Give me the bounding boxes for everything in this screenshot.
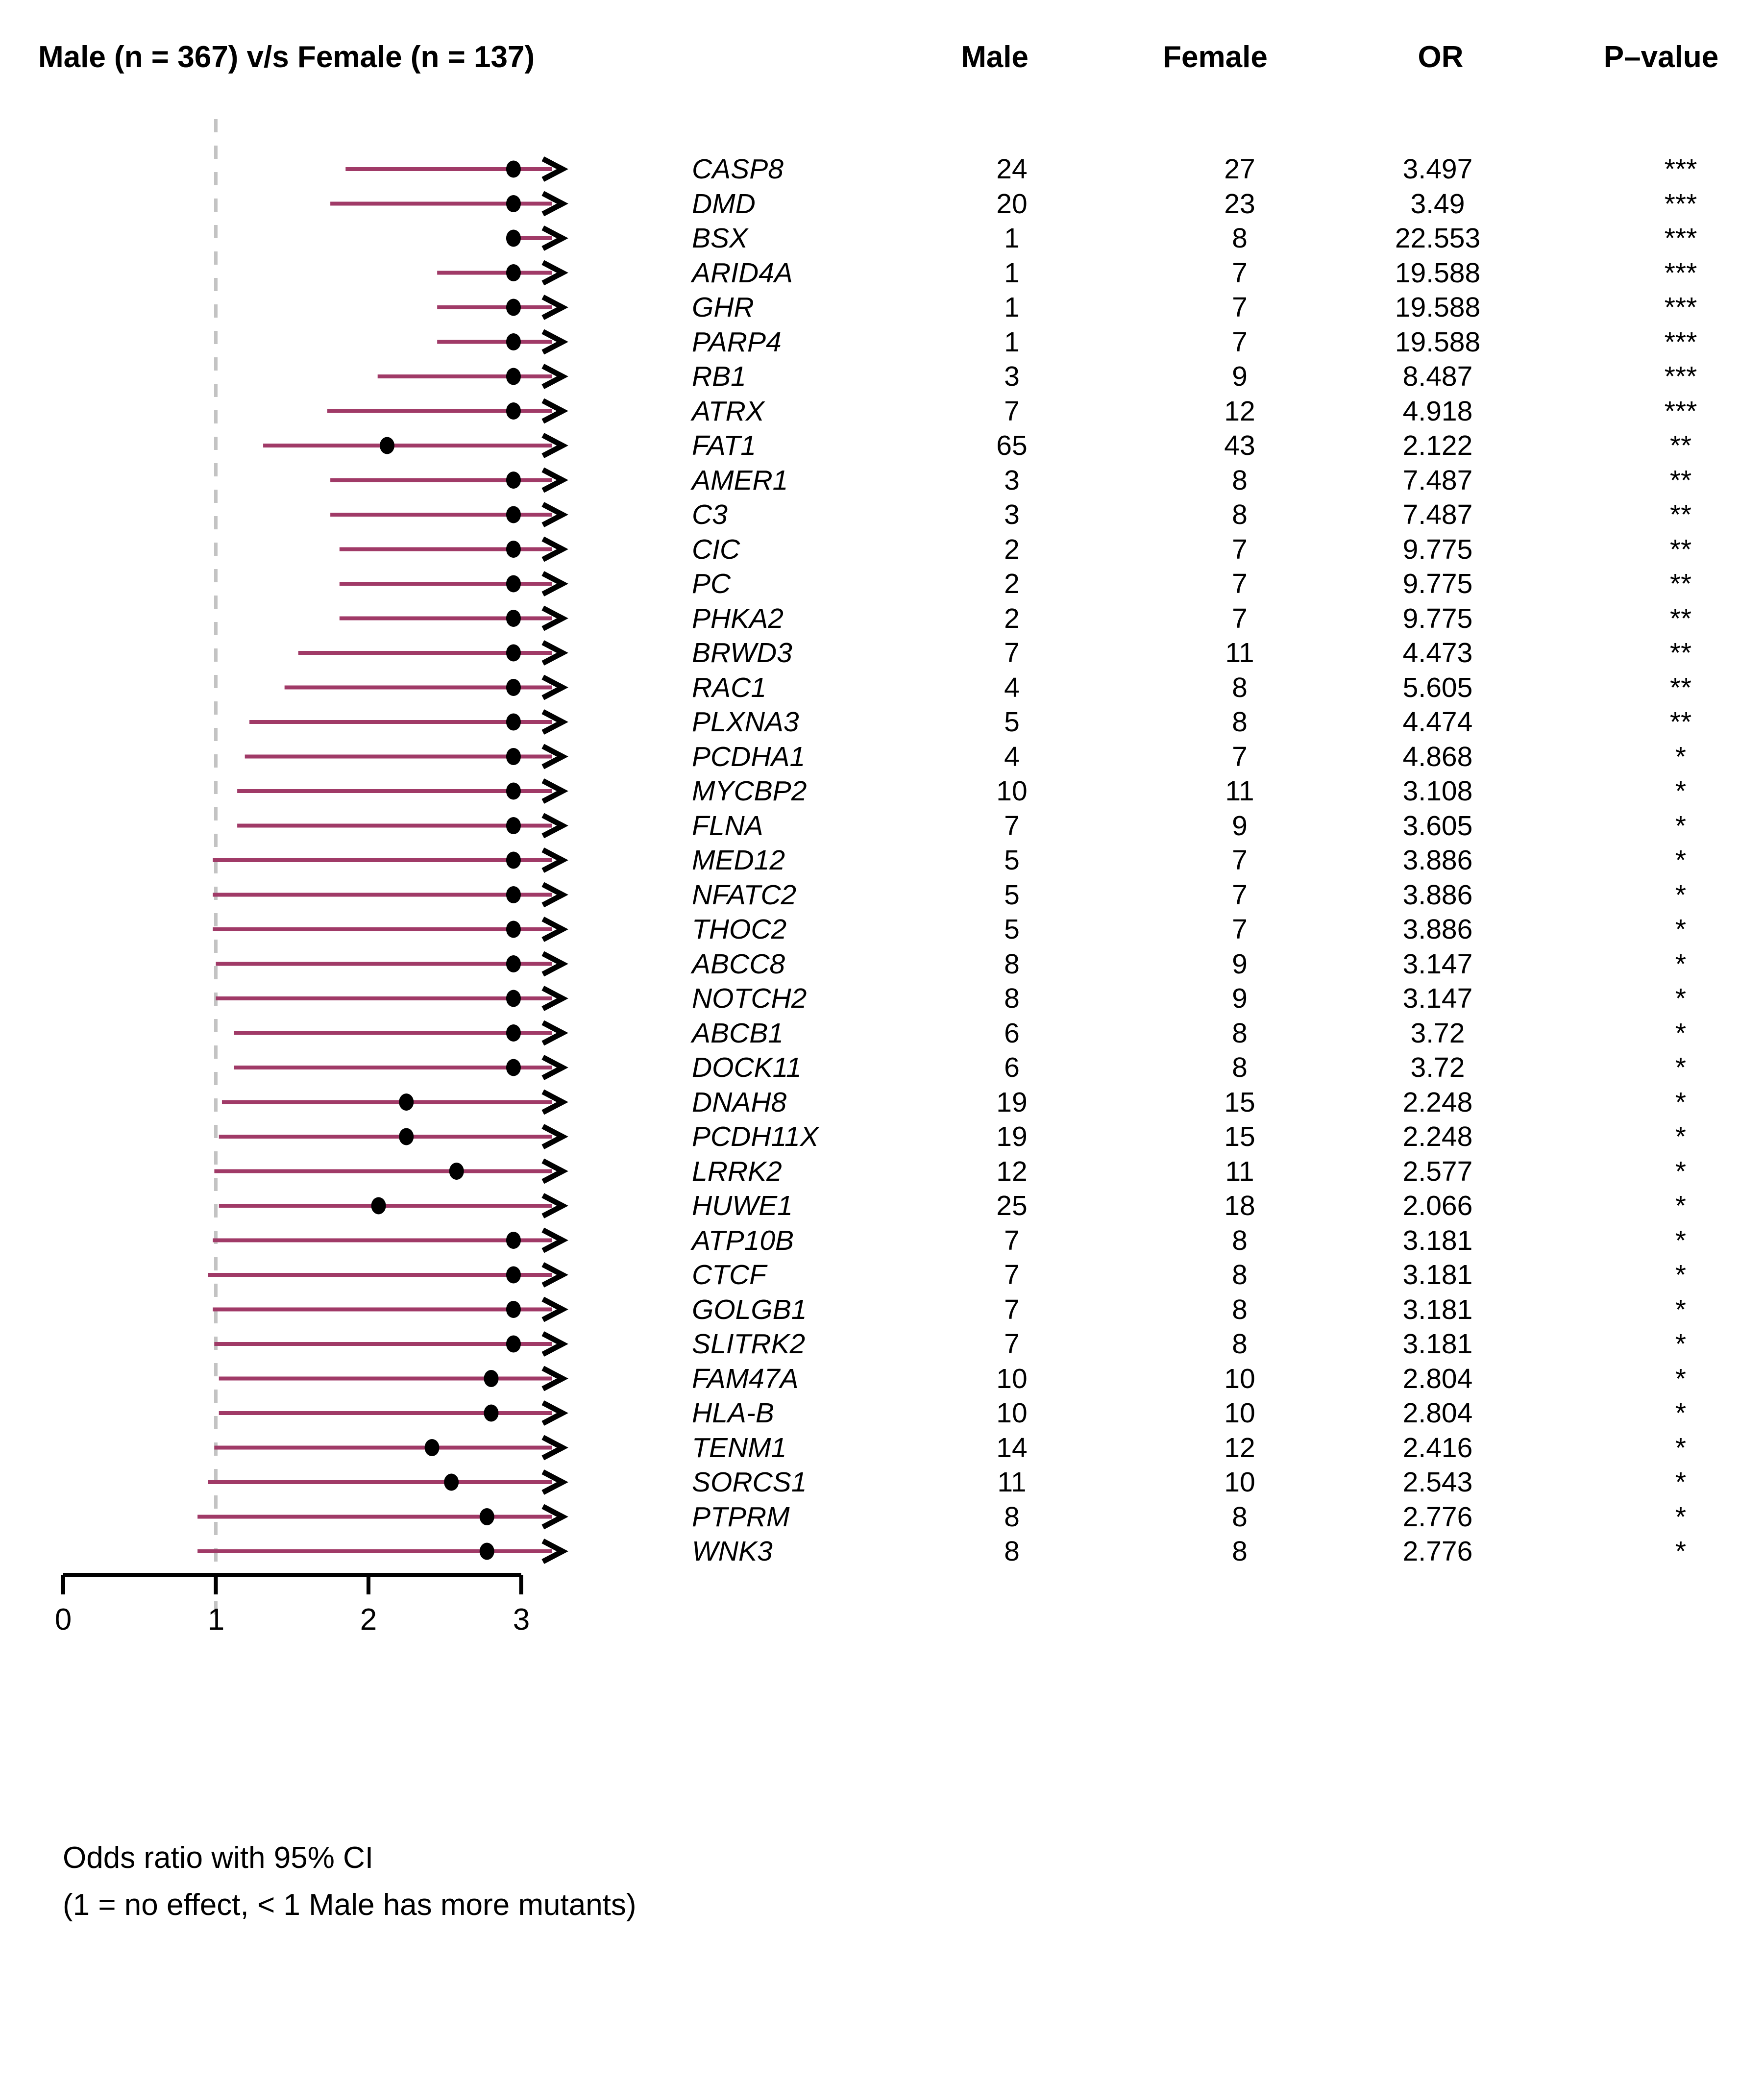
- gene-label: ABCC8: [692, 948, 785, 980]
- p-value-stars: *: [1675, 1328, 1687, 1360]
- female-count: 7: [1232, 602, 1248, 634]
- male-count: 4: [1004, 671, 1020, 703]
- point-estimate-dot: [399, 1128, 414, 1145]
- male-count: 19: [996, 1086, 1028, 1118]
- female-count: 9: [1232, 948, 1248, 980]
- gene-label: ARID4A: [692, 257, 793, 289]
- p-value-stars: *: [1675, 1017, 1687, 1049]
- male-count: 1: [1004, 292, 1020, 323]
- female-count: 8: [1232, 1259, 1248, 1291]
- column-header-or: OR: [1418, 40, 1464, 74]
- female-count: 8: [1232, 1052, 1248, 1083]
- point-estimate-dot: [506, 1301, 521, 1318]
- male-count: 8: [1004, 1501, 1020, 1533]
- male-count: 2: [1004, 602, 1020, 634]
- or-value: 2.776: [1402, 1501, 1473, 1533]
- p-value-stars: *: [1675, 1293, 1687, 1325]
- gene-label: PHKA2: [692, 602, 784, 634]
- male-count: 5: [1004, 706, 1020, 738]
- or-value: 4.918: [1402, 395, 1473, 427]
- gene-label: BSX: [692, 223, 748, 254]
- male-count: 10: [996, 1363, 1028, 1394]
- female-count: 10: [1224, 1363, 1255, 1394]
- female-count: 7: [1232, 879, 1248, 911]
- point-estimate-dot: [506, 645, 521, 662]
- p-value-stars: *: [1675, 1121, 1687, 1152]
- gene-label: FAM47A: [692, 1363, 799, 1394]
- or-value: 2.577: [1402, 1155, 1473, 1187]
- point-estimate-dot: [506, 886, 521, 903]
- point-estimate-dot: [506, 817, 521, 834]
- gene-label: ABCB1: [692, 1017, 784, 1049]
- female-count: 9: [1232, 810, 1248, 842]
- female-count: 15: [1224, 1086, 1255, 1118]
- point-estimate-dot: [506, 1024, 521, 1042]
- or-value: 3.886: [1402, 914, 1473, 945]
- or-value: 9.775: [1402, 568, 1473, 599]
- p-value-stars: *: [1675, 845, 1687, 876]
- gene-label: HUWE1: [692, 1190, 793, 1221]
- or-value: 3.605: [1402, 810, 1473, 842]
- p-value-stars: **: [1669, 602, 1692, 634]
- female-count: 27: [1224, 153, 1255, 185]
- male-count: 7: [1004, 1224, 1020, 1256]
- p-value-stars: *: [1675, 983, 1687, 1014]
- or-value: 2.066: [1402, 1190, 1473, 1221]
- gene-label: PTPRM: [692, 1501, 790, 1533]
- point-estimate-dot: [506, 679, 521, 696]
- female-count: 10: [1224, 1466, 1255, 1498]
- gene-label: LRRK2: [692, 1155, 782, 1187]
- gene-label: CTCF: [692, 1259, 766, 1291]
- point-estimate-dot: [506, 921, 521, 938]
- male-count: 20: [996, 188, 1028, 220]
- or-value: 3.181: [1402, 1224, 1473, 1256]
- or-value: 2.248: [1402, 1086, 1473, 1118]
- or-value: 2.776: [1402, 1536, 1473, 1567]
- or-value: 3.886: [1402, 845, 1473, 876]
- female-count: 8: [1232, 223, 1248, 254]
- male-count: 3: [1004, 361, 1020, 392]
- or-value: 2.416: [1402, 1432, 1473, 1464]
- male-count: 24: [996, 153, 1028, 185]
- male-count: 1: [1004, 326, 1020, 358]
- gene-label: MYCBP2: [692, 775, 807, 807]
- p-value-stars: **: [1669, 706, 1692, 738]
- male-count: 6: [1004, 1052, 1020, 1083]
- female-count: 15: [1224, 1121, 1255, 1152]
- point-estimate-dot: [506, 714, 521, 731]
- or-value: 9.775: [1402, 602, 1473, 634]
- gene-label: DOCK11: [692, 1052, 802, 1083]
- p-value-stars: **: [1669, 464, 1692, 496]
- p-value-stars: *: [1675, 810, 1687, 842]
- x-tick-label-1: 1: [207, 1603, 225, 1637]
- point-estimate-dot: [506, 368, 521, 385]
- point-estimate-dot: [506, 1336, 521, 1353]
- p-value-stars: *: [1675, 1155, 1687, 1187]
- gene-label: ATP10B: [692, 1224, 794, 1256]
- or-value: 3.497: [1402, 153, 1473, 185]
- male-count: 1: [1004, 223, 1020, 254]
- p-value-stars: *: [1675, 879, 1687, 911]
- female-count: 18: [1224, 1190, 1255, 1221]
- or-value: 2.122: [1402, 430, 1473, 461]
- gene-label: MED12: [692, 845, 785, 876]
- male-count: 8: [1004, 1536, 1020, 1567]
- p-value-stars: *: [1675, 1536, 1687, 1567]
- p-value-stars: ***: [1664, 361, 1697, 392]
- p-value-stars: *: [1675, 1397, 1687, 1429]
- p-value-stars: ***: [1664, 326, 1697, 358]
- or-value: 4.473: [1402, 637, 1473, 669]
- p-value-stars: *: [1675, 1501, 1687, 1533]
- male-count: 7: [1004, 1259, 1020, 1291]
- or-value: 19.588: [1395, 257, 1481, 289]
- point-estimate-dot: [506, 264, 521, 281]
- or-value: 3.108: [1402, 775, 1473, 807]
- female-count: 8: [1232, 1328, 1248, 1360]
- point-estimate-dot: [506, 195, 521, 212]
- male-count: 7: [1004, 810, 1020, 842]
- gene-label: PCDH11X: [692, 1121, 819, 1152]
- female-count: 7: [1232, 292, 1248, 323]
- gene-label: CASP8: [692, 153, 784, 185]
- gene-label: AMER1: [692, 464, 788, 496]
- point-estimate-dot: [480, 1543, 494, 1560]
- gene-label: PC: [692, 568, 731, 599]
- male-count: 19: [996, 1121, 1028, 1152]
- female-count: 10: [1224, 1397, 1255, 1429]
- female-count: 43: [1224, 430, 1255, 461]
- gene-label: RAC1: [692, 671, 767, 703]
- point-estimate-dot: [506, 610, 521, 627]
- gene-label: SLITRK2: [692, 1328, 806, 1360]
- female-count: 9: [1232, 983, 1248, 1014]
- female-count: 8: [1232, 1536, 1248, 1567]
- or-value: 9.775: [1402, 533, 1473, 565]
- or-value: 3.72: [1410, 1017, 1465, 1049]
- female-count: 12: [1224, 1432, 1255, 1464]
- x-tick-label-0: 0: [54, 1603, 72, 1637]
- or-value: 7.487: [1402, 464, 1473, 496]
- x-axis-caption-line1: Odds ratio with 95% CI: [63, 1841, 374, 1875]
- point-estimate-dot: [449, 1163, 464, 1180]
- p-value-stars: *: [1675, 775, 1687, 807]
- gene-label: PCDHA1: [692, 741, 806, 772]
- male-count: 2: [1004, 568, 1020, 599]
- or-value: 3.181: [1402, 1259, 1473, 1291]
- male-count: 7: [1004, 1293, 1020, 1325]
- point-estimate-dot: [371, 1197, 386, 1215]
- point-estimate-dot: [506, 1059, 521, 1076]
- point-estimate-dot: [484, 1405, 498, 1422]
- male-count: 10: [996, 775, 1028, 807]
- gene-label: GOLGB1: [692, 1293, 807, 1325]
- x-axis-caption-line2: (1 = no effect, < 1 Male has more mutants): [63, 1888, 637, 1922]
- column-header-female: Female: [1163, 40, 1268, 74]
- male-count: 3: [1004, 464, 1020, 496]
- male-count: 2: [1004, 533, 1020, 565]
- point-estimate-dot: [506, 230, 521, 247]
- point-estimate-dot: [506, 748, 521, 765]
- point-estimate-dot: [506, 299, 521, 316]
- male-count: 8: [1004, 983, 1020, 1014]
- p-value-stars: *: [1675, 741, 1687, 772]
- point-estimate-dot: [506, 783, 521, 800]
- or-value: 3.72: [1410, 1052, 1465, 1083]
- female-count: 8: [1232, 499, 1248, 530]
- p-value-stars: ***: [1664, 292, 1697, 323]
- point-estimate-dot: [506, 333, 521, 350]
- p-value-stars: **: [1669, 533, 1692, 565]
- gene-label: GHR: [692, 292, 754, 323]
- female-count: 8: [1232, 706, 1248, 738]
- gene-label: DNAH8: [692, 1086, 787, 1118]
- female-count: 7: [1232, 741, 1248, 772]
- female-count: 8: [1232, 1224, 1248, 1256]
- point-estimate-dot: [506, 955, 521, 972]
- female-count: 8: [1232, 1501, 1248, 1533]
- female-count: 11: [1225, 775, 1254, 807]
- gene-label: RB1: [692, 361, 746, 392]
- point-estimate-dot: [506, 1267, 521, 1284]
- male-count: 6: [1004, 1017, 1020, 1049]
- gene-label: BRWD3: [692, 637, 792, 669]
- male-count: 7: [1004, 637, 1020, 669]
- point-estimate-dot: [399, 1093, 414, 1111]
- p-value-stars: ***: [1664, 395, 1697, 427]
- male-count: 14: [996, 1432, 1028, 1464]
- gene-label: THOC2: [692, 914, 787, 945]
- gene-label: C3: [692, 499, 728, 530]
- gene-label: PARP4: [692, 326, 782, 358]
- gene-label: PLXNA3: [692, 706, 799, 738]
- p-value-stars: ***: [1664, 153, 1697, 185]
- column-header-pvalue: P–value: [1603, 40, 1719, 74]
- gene-label: ATRX: [692, 395, 764, 427]
- male-count: 25: [996, 1190, 1028, 1221]
- or-value: 3.181: [1402, 1293, 1473, 1325]
- male-count: 8: [1004, 948, 1020, 980]
- p-value-stars: ***: [1664, 188, 1697, 220]
- female-count: 7: [1232, 568, 1248, 599]
- female-count: 8: [1232, 464, 1248, 496]
- or-value: 2.804: [1402, 1363, 1473, 1394]
- gene-label: HLA-B: [692, 1397, 774, 1429]
- page-title: Male (n = 367) v/s Female (n = 137): [38, 40, 535, 74]
- point-estimate-dot: [380, 437, 394, 454]
- male-count: 4: [1004, 741, 1020, 772]
- gene-label: FAT1: [692, 430, 756, 461]
- point-estimate-dot: [425, 1439, 440, 1456]
- gene-label: TENM1: [692, 1432, 787, 1464]
- p-value-stars: **: [1669, 568, 1692, 599]
- point-estimate-dot: [484, 1370, 498, 1387]
- male-count: 12: [996, 1155, 1028, 1187]
- female-count: 11: [1225, 1155, 1254, 1187]
- or-value: 3.181: [1402, 1328, 1473, 1360]
- female-count: 7: [1232, 914, 1248, 945]
- point-estimate-dot: [506, 161, 521, 178]
- p-value-stars: ***: [1664, 257, 1697, 289]
- p-value-stars: **: [1669, 430, 1692, 461]
- gene-label: NOTCH2: [692, 983, 807, 1014]
- or-value: 3.49: [1410, 188, 1465, 220]
- p-value-stars: *: [1675, 1432, 1687, 1464]
- x-tick-label-2: 2: [360, 1603, 377, 1637]
- female-count: 7: [1232, 257, 1248, 289]
- p-value-stars: **: [1669, 637, 1692, 669]
- x-tick-label-3: 3: [513, 1603, 530, 1637]
- p-value-stars: *: [1675, 1052, 1687, 1083]
- male-count: 1: [1004, 257, 1020, 289]
- female-count: 7: [1232, 326, 1248, 358]
- point-estimate-dot: [480, 1508, 494, 1525]
- female-count: 7: [1232, 533, 1248, 565]
- gene-label: CIC: [692, 533, 740, 565]
- point-estimate-dot: [506, 852, 521, 869]
- p-value-stars: *: [1675, 1190, 1687, 1221]
- p-value-stars: **: [1669, 499, 1692, 530]
- or-value: 3.886: [1402, 879, 1473, 911]
- male-count: 3: [1004, 499, 1020, 530]
- or-value: 2.804: [1402, 1397, 1473, 1429]
- male-count: 7: [1004, 1328, 1020, 1360]
- or-value: 3.147: [1402, 948, 1473, 980]
- or-value: 8.487: [1402, 361, 1473, 392]
- or-value: 7.487: [1402, 499, 1473, 530]
- or-value: 19.588: [1395, 326, 1481, 358]
- male-count: 7: [1004, 395, 1020, 427]
- p-value-stars: *: [1675, 914, 1687, 945]
- point-estimate-dot: [444, 1474, 459, 1491]
- p-value-stars: **: [1669, 671, 1692, 703]
- point-estimate-dot: [506, 575, 521, 593]
- female-count: 12: [1224, 395, 1255, 427]
- point-estimate-dot: [506, 990, 521, 1007]
- p-value-stars: *: [1675, 948, 1687, 980]
- point-estimate-dot: [506, 472, 521, 489]
- gene-label: WNK3: [692, 1536, 773, 1567]
- column-header-male: Male: [961, 40, 1029, 74]
- female-count: 9: [1232, 361, 1248, 392]
- male-count: 11: [997, 1466, 1027, 1498]
- p-value-stars: *: [1675, 1466, 1687, 1498]
- male-count: 10: [996, 1397, 1028, 1429]
- gene-label: NFATC2: [692, 879, 797, 911]
- point-estimate-dot: [506, 506, 521, 523]
- p-value-stars: *: [1675, 1363, 1687, 1394]
- or-value: 2.248: [1402, 1121, 1473, 1152]
- male-count: 65: [996, 430, 1028, 461]
- male-count: 5: [1004, 845, 1020, 876]
- point-estimate-dot: [506, 541, 521, 558]
- p-value-stars: *: [1675, 1259, 1687, 1291]
- female-count: 11: [1225, 637, 1254, 669]
- male-count: 5: [1004, 879, 1020, 911]
- point-estimate-dot: [506, 402, 521, 420]
- female-count: 8: [1232, 671, 1248, 703]
- female-count: 8: [1232, 1017, 1248, 1049]
- male-count: 5: [1004, 914, 1020, 945]
- point-estimate-dot: [506, 1232, 521, 1249]
- or-value: 2.543: [1402, 1466, 1473, 1498]
- female-count: 23: [1224, 188, 1255, 220]
- or-value: 22.553: [1395, 223, 1481, 254]
- or-value: 5.605: [1402, 671, 1473, 703]
- female-count: 7: [1232, 845, 1248, 876]
- or-value: 4.474: [1402, 706, 1473, 738]
- gene-label: SORCS1: [692, 1466, 807, 1498]
- p-value-stars: *: [1675, 1086, 1687, 1118]
- p-value-stars: *: [1675, 1224, 1687, 1256]
- p-value-stars: ***: [1664, 223, 1697, 254]
- female-count: 8: [1232, 1293, 1248, 1325]
- gene-label: FLNA: [692, 810, 763, 842]
- or-value: 3.147: [1402, 983, 1473, 1014]
- gene-label: DMD: [692, 188, 756, 220]
- or-value: 19.588: [1395, 292, 1481, 323]
- or-value: 4.868: [1402, 741, 1473, 772]
